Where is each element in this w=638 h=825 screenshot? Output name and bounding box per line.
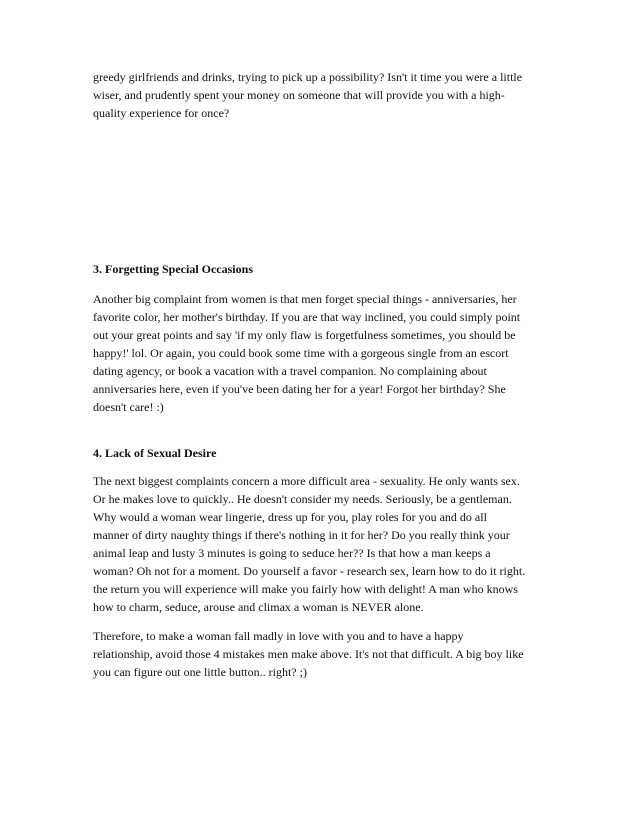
section-4-heading: 4. Lack of Sexual Desire: [93, 446, 217, 460]
intro-line-3: quality experience for once?: [93, 106, 230, 120]
section-4-line-4: manner of dirty naughty things if there's nothing in it for her? Do you really think your: [93, 528, 510, 542]
section-4-line-7: the return you will experience will make you fairly how with delight! A man who knows: [93, 582, 518, 596]
conclusion-line-3: you can figure out one little button.. right? ;): [93, 665, 307, 679]
conclusion-line-1: Therefore, to make a woman fall madly in love with you and to have a happy: [93, 629, 464, 643]
section-4-line-3: Why would a woman wear lingerie, dress up for you, play roles for you and do all: [93, 510, 487, 524]
section-3-line-4: happy!' lol. Or again, you could book some time with a gorgeous single from an escort: [93, 346, 509, 360]
section-3-line-1: Another big complaint from women is that men forget special things - anniversaries, her: [93, 292, 517, 306]
section-4-line-2: Or he makes love to quickly.. He doesn't consider my needs. Seriously, be a gentleman.: [93, 492, 512, 506]
section-3-line-6: anniversaries here, even if you've been dating her for a year! Forgot her birthday? She: [93, 382, 506, 396]
intro-line-2: wiser, and prudently spent your money on someone that will provide you with a high-: [93, 88, 505, 102]
section-3-line-3: out your great points and say 'if my only flaw is forgetfulness sometimes, you should be: [93, 328, 516, 342]
section-4-line-6: woman? Oh not for a moment. Do yourself a favor - research sex, learn how to do it right.: [93, 564, 526, 578]
intro-line-1: greedy girlfriends and drinks, trying to pick up a possibility? Isn't it time you were a little: [93, 70, 523, 84]
section-3-heading: 3. Forgetting Special Occasions: [93, 262, 253, 276]
conclusion-line-2: relationship, avoid those 4 mistakes men make above. It's not that difficult. A big boy like: [93, 647, 524, 661]
section-4-line-5: animal leap and lusty 3 minutes is going to seduce her?? Is that how a man keeps a: [93, 546, 491, 560]
section-4-line-8: how to charm, seduce, arouse and climax a woman is NEVER alone.: [93, 600, 424, 614]
section-3-line-7: doesn't care! :): [93, 400, 164, 414]
section-3-line-2: favorite color, her mother's birthday. If you are that way inclined, you could simply point: [93, 310, 521, 324]
section-3-line-5: dating agency, or book a vacation with a travel companion. No complaining about: [93, 364, 487, 378]
section-4-line-1: The next biggest complaints concern a more difficult area - sexuality. He only wants sex.: [93, 474, 520, 488]
